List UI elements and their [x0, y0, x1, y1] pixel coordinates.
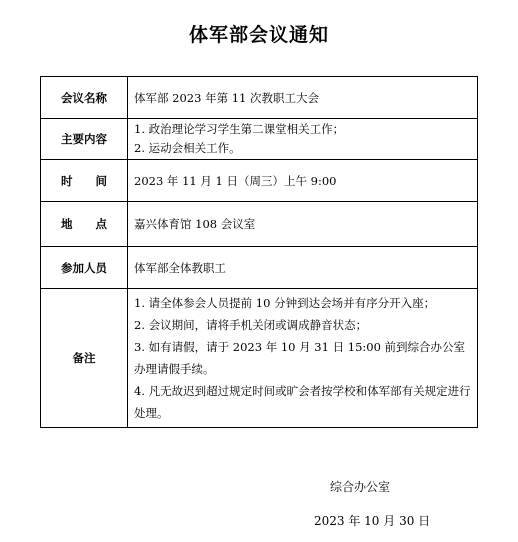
table-row-main-content	[41, 119, 478, 160]
notice-table	[40, 76, 478, 428]
remarks-value	[128, 289, 478, 428]
remark-item-2: 2. 会议期间，请将手机关闭或调成静音状态；	[134, 318, 368, 332]
place-label: 地 点	[41, 202, 128, 247]
remarks-label: 备注	[41, 289, 128, 428]
main-content-value	[128, 119, 478, 160]
table-row-attendees	[41, 247, 478, 289]
time-label: 时 间	[41, 160, 128, 202]
content-item-2: 2. 运动会相关工作。	[134, 141, 241, 155]
main-content-label: 主要内容	[41, 119, 128, 160]
meeting-name-label: 会议名称	[41, 77, 128, 119]
issuer-office: 综合办公室	[330, 480, 391, 494]
content-item-1: 1. 政治理论学习学生第二课堂相关工作；	[134, 122, 345, 136]
remark-item-4: 4. 凡无故迟到超过规定时间或旷会者按学校和体军部有关规定进行处理。	[134, 384, 471, 420]
remark-item-1: 1. 请全体参会人员提前 10 分钟到达会场并有序分开入座；	[134, 296, 436, 310]
attendees-label: 参加人员	[41, 247, 128, 289]
attendees-value: 体军部全体教职工	[128, 247, 478, 289]
issue-date: 2023 年 10 月 30 日	[314, 514, 431, 528]
place-value: 嘉兴体育馆 108 会议室	[128, 202, 478, 247]
table-row-remarks	[41, 289, 478, 428]
meeting-name-value: 体军部 2023 年第 11 次教职工大会	[128, 77, 478, 119]
table-row-place	[41, 202, 478, 247]
table-row-meeting-name	[41, 77, 478, 119]
document-title: 体军部会议通知	[188, 24, 329, 46]
table-row-time	[41, 160, 478, 202]
remark-item-3: 3. 如有请假，请于 2023 年 10 月 31 日 15:00 前到综合办公室办理请假手续。	[134, 340, 466, 376]
time-value: 2023 年 11 月 1 日（周三）上午 9:00	[128, 160, 478, 202]
